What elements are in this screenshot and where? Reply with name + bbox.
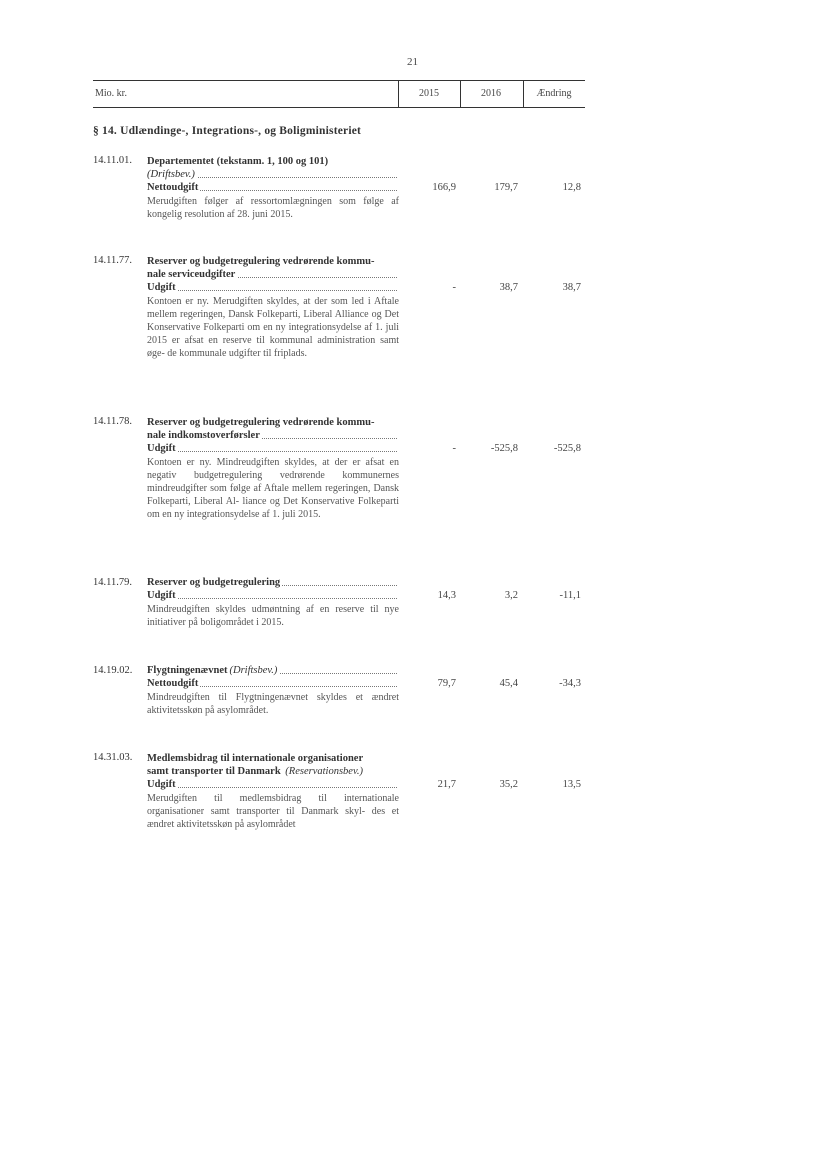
- amount-line: [147, 778, 397, 791]
- value-change: 12,8: [562, 182, 581, 193]
- account-number: 14.19.02.: [93, 665, 133, 676]
- amount-label: Udgift: [147, 443, 176, 454]
- value-2016: 35,2: [499, 779, 518, 790]
- value-change: -11,1: [559, 590, 581, 601]
- table-header: [93, 80, 585, 108]
- account-number: 14.11.01.: [93, 155, 132, 166]
- entry-title: Reserver og budgetregulering: [147, 577, 281, 588]
- account-number: 14.11.77.: [93, 255, 132, 266]
- entry-title-line: Medlemsbidrag til internationale organisationer: [147, 753, 364, 764]
- column-2016: 2016: [481, 88, 501, 99]
- amount-label: Udgift: [147, 590, 176, 601]
- amount-line: [147, 589, 397, 602]
- account-number: 14.11.78.: [93, 416, 132, 427]
- amount-label: Nettoudgift: [147, 678, 199, 689]
- entry-title-line: Reserver og budgetregulering vedrørende kommu-: [147, 417, 375, 428]
- title-line: [93, 664, 397, 677]
- value-2015: 79,7: [437, 678, 456, 689]
- entry-title-line: Reserver og budgetregulering vedrørende kommu-: [147, 256, 375, 267]
- value-2016: 179,7: [494, 182, 518, 193]
- entry-title-line: samt transporter til Danmark: [147, 766, 281, 777]
- value-2015: -: [452, 443, 456, 454]
- value-change: 13,5: [562, 779, 581, 790]
- page-number: 21: [407, 56, 418, 68]
- entry-title: Departementet (tekstanm. 1, 100 og 101): [147, 156, 329, 167]
- amount-line: [147, 281, 397, 294]
- entry-description: Merudgiften til medlemsbidrag til internationale organisationer samt transporter til Danmark skyl- des et ændret aktivitetsskøn på asylområdet: [147, 793, 399, 830]
- column-change: Ændring: [536, 88, 572, 99]
- amount-line: [147, 442, 397, 455]
- amount-line: [147, 677, 397, 690]
- entry-description: Mindreudgiften til Flygtningenævnet skyldes et ændret aktivitetsskøn på asylområdet.: [147, 692, 399, 716]
- amount-label: Udgift: [147, 282, 176, 293]
- account-number: 14.11.79.: [93, 577, 132, 588]
- entry-title-line: nale indkomstoverførsler: [147, 430, 260, 441]
- unit-label: Mio. kr.: [95, 88, 127, 99]
- column-2015: 2015: [419, 88, 439, 99]
- value-2015: -: [452, 282, 456, 293]
- title-continuation-line: [147, 268, 397, 281]
- value-2016: 3,2: [504, 590, 518, 601]
- entry-description: Mindreudgiften skyldes udmøntning af en reserve til nye initiativer på boligområdet i 2015.: [147, 604, 399, 628]
- entry-title: Flygtningenævnet: [147, 665, 228, 676]
- value-2016: 45,4: [499, 678, 518, 689]
- appropriation-type: (Reservationsbev.): [285, 766, 363, 777]
- value-2016: -525,8: [490, 443, 518, 454]
- entry-description: Merudgiften følger af ressortomlægningen som følge af kongelig resolution af 28. juni 2015.: [147, 196, 399, 220]
- value-2015: 21,7: [437, 779, 456, 790]
- entry-description: Kontoen er ny. Mindreudgiften skyldes, at der er afsat en negativ budgetregulering vedrørende kommunernes mindreudgifter som følge af Aftale mellem regeringen, Dansk Folkeparti, Liberal Al- liance og Det Konservative Folkeparti om en ny integrationsydelse af 1. juli 2015.: [147, 457, 399, 520]
- appropriation-type: (Driftsbev.): [147, 169, 195, 180]
- value-change: -525,8: [553, 443, 581, 454]
- amount-line: [147, 181, 397, 194]
- appropriation-type: (Driftsbev.): [229, 665, 278, 676]
- entry-title-line: nale serviceudgifter: [147, 269, 236, 280]
- value-2015: 166,9: [432, 182, 456, 193]
- title-continuation-line: [147, 765, 397, 778]
- value-change: -34,3: [559, 678, 581, 689]
- title-line: [93, 576, 397, 589]
- amount-label: Udgift: [147, 779, 176, 790]
- ministry-heading: § 14. Udlændinge-, Integrations-, og Boligministeriet: [93, 125, 362, 137]
- amount-label: Nettoudgift: [147, 182, 199, 193]
- value-2015: 14,3: [437, 590, 456, 601]
- value-2016: 38,7: [499, 282, 518, 293]
- account-number: 14.31.03.: [93, 752, 133, 763]
- entry-description: Kontoen er ny. Merudgiften skyldes, at der som led i Aftale mellem regeringen, Dansk Folkeparti, Liberal Alliance og Det Konservative Folkeparti om en ny integrationsydelse af 1. juli 2015 er afsat en reserve til kommunal administration samt øge- de kommunale udgifter til friplads.: [147, 296, 399, 359]
- value-change: 38,7: [562, 282, 581, 293]
- title-continuation-line: [147, 429, 397, 442]
- sub-label-line: [147, 168, 397, 181]
